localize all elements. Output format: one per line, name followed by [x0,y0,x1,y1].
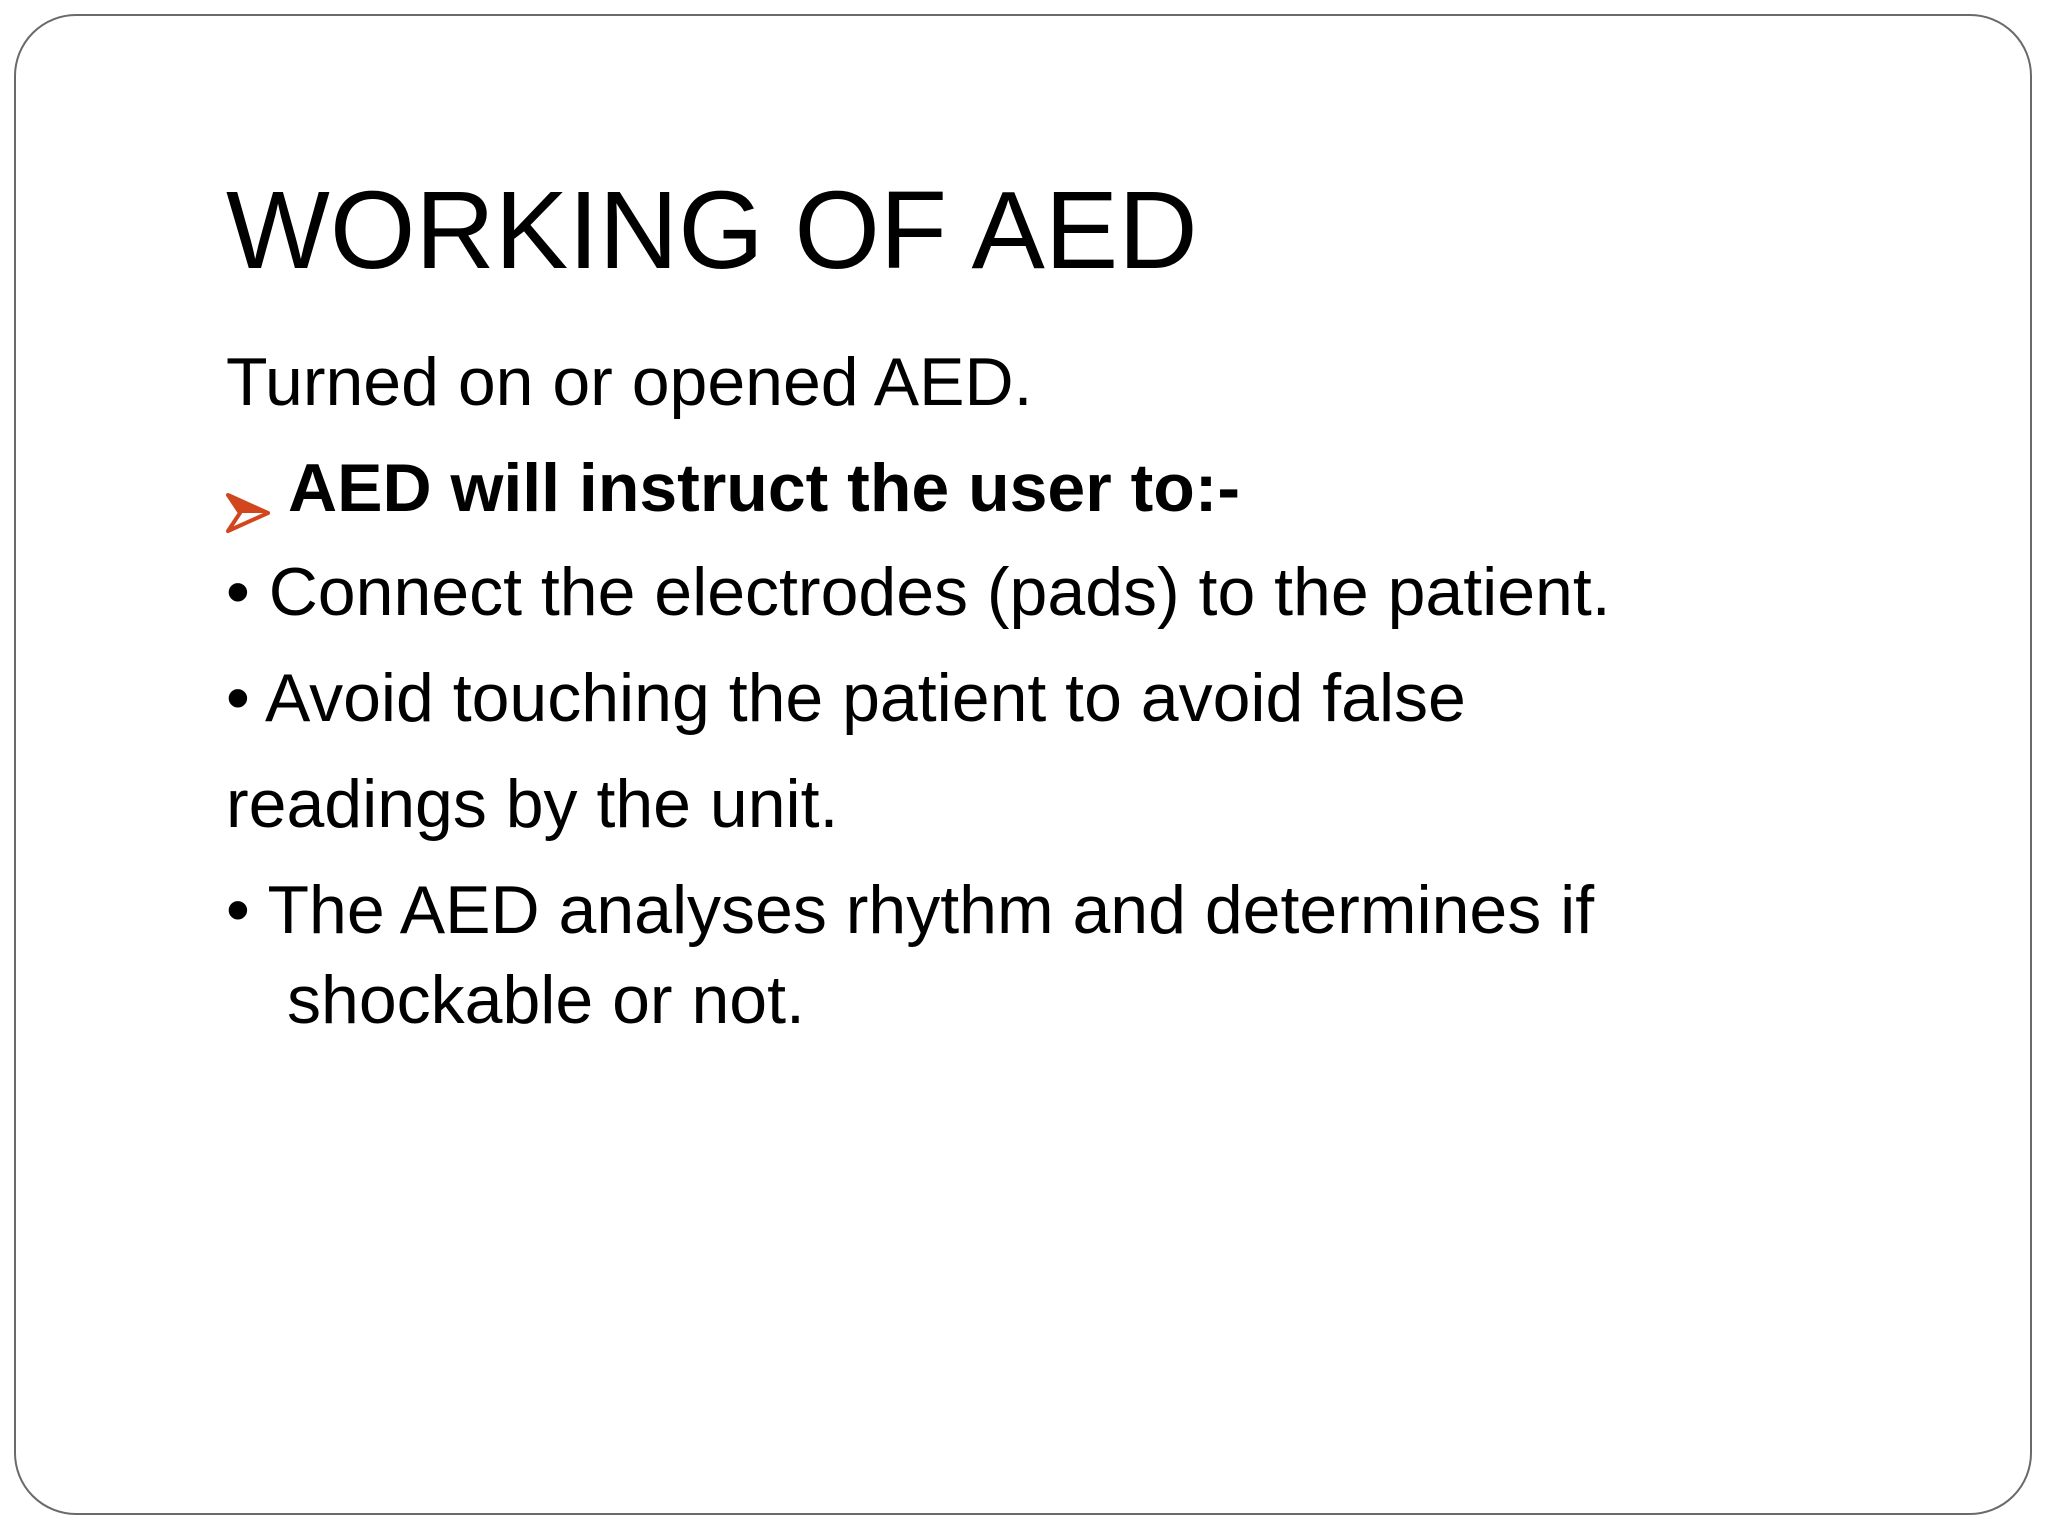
intro-text: Turned on or opened AED. [226,344,1033,420]
bullet-analyses-rhythm-cont: shockable or not. [287,962,805,1038]
instruction-heading: AED will instruct the user to:- [288,450,1241,526]
instruction-heading-row [226,448,1426,528]
arrowhead-icon [226,472,270,516]
bullet-avoid-touching-cont: readings by the unit. [226,766,839,842]
bullet-connect-electrodes: • Connect the electrodes (pads) to the patient. [226,554,1611,630]
slide-title: WORKING OF AED [226,169,1198,292]
bullet-analyses-rhythm: • The AED analyses rhythm and determines if [226,872,1595,948]
bullet-avoid-touching: • Avoid touching the patient to avoid false [226,660,1466,736]
